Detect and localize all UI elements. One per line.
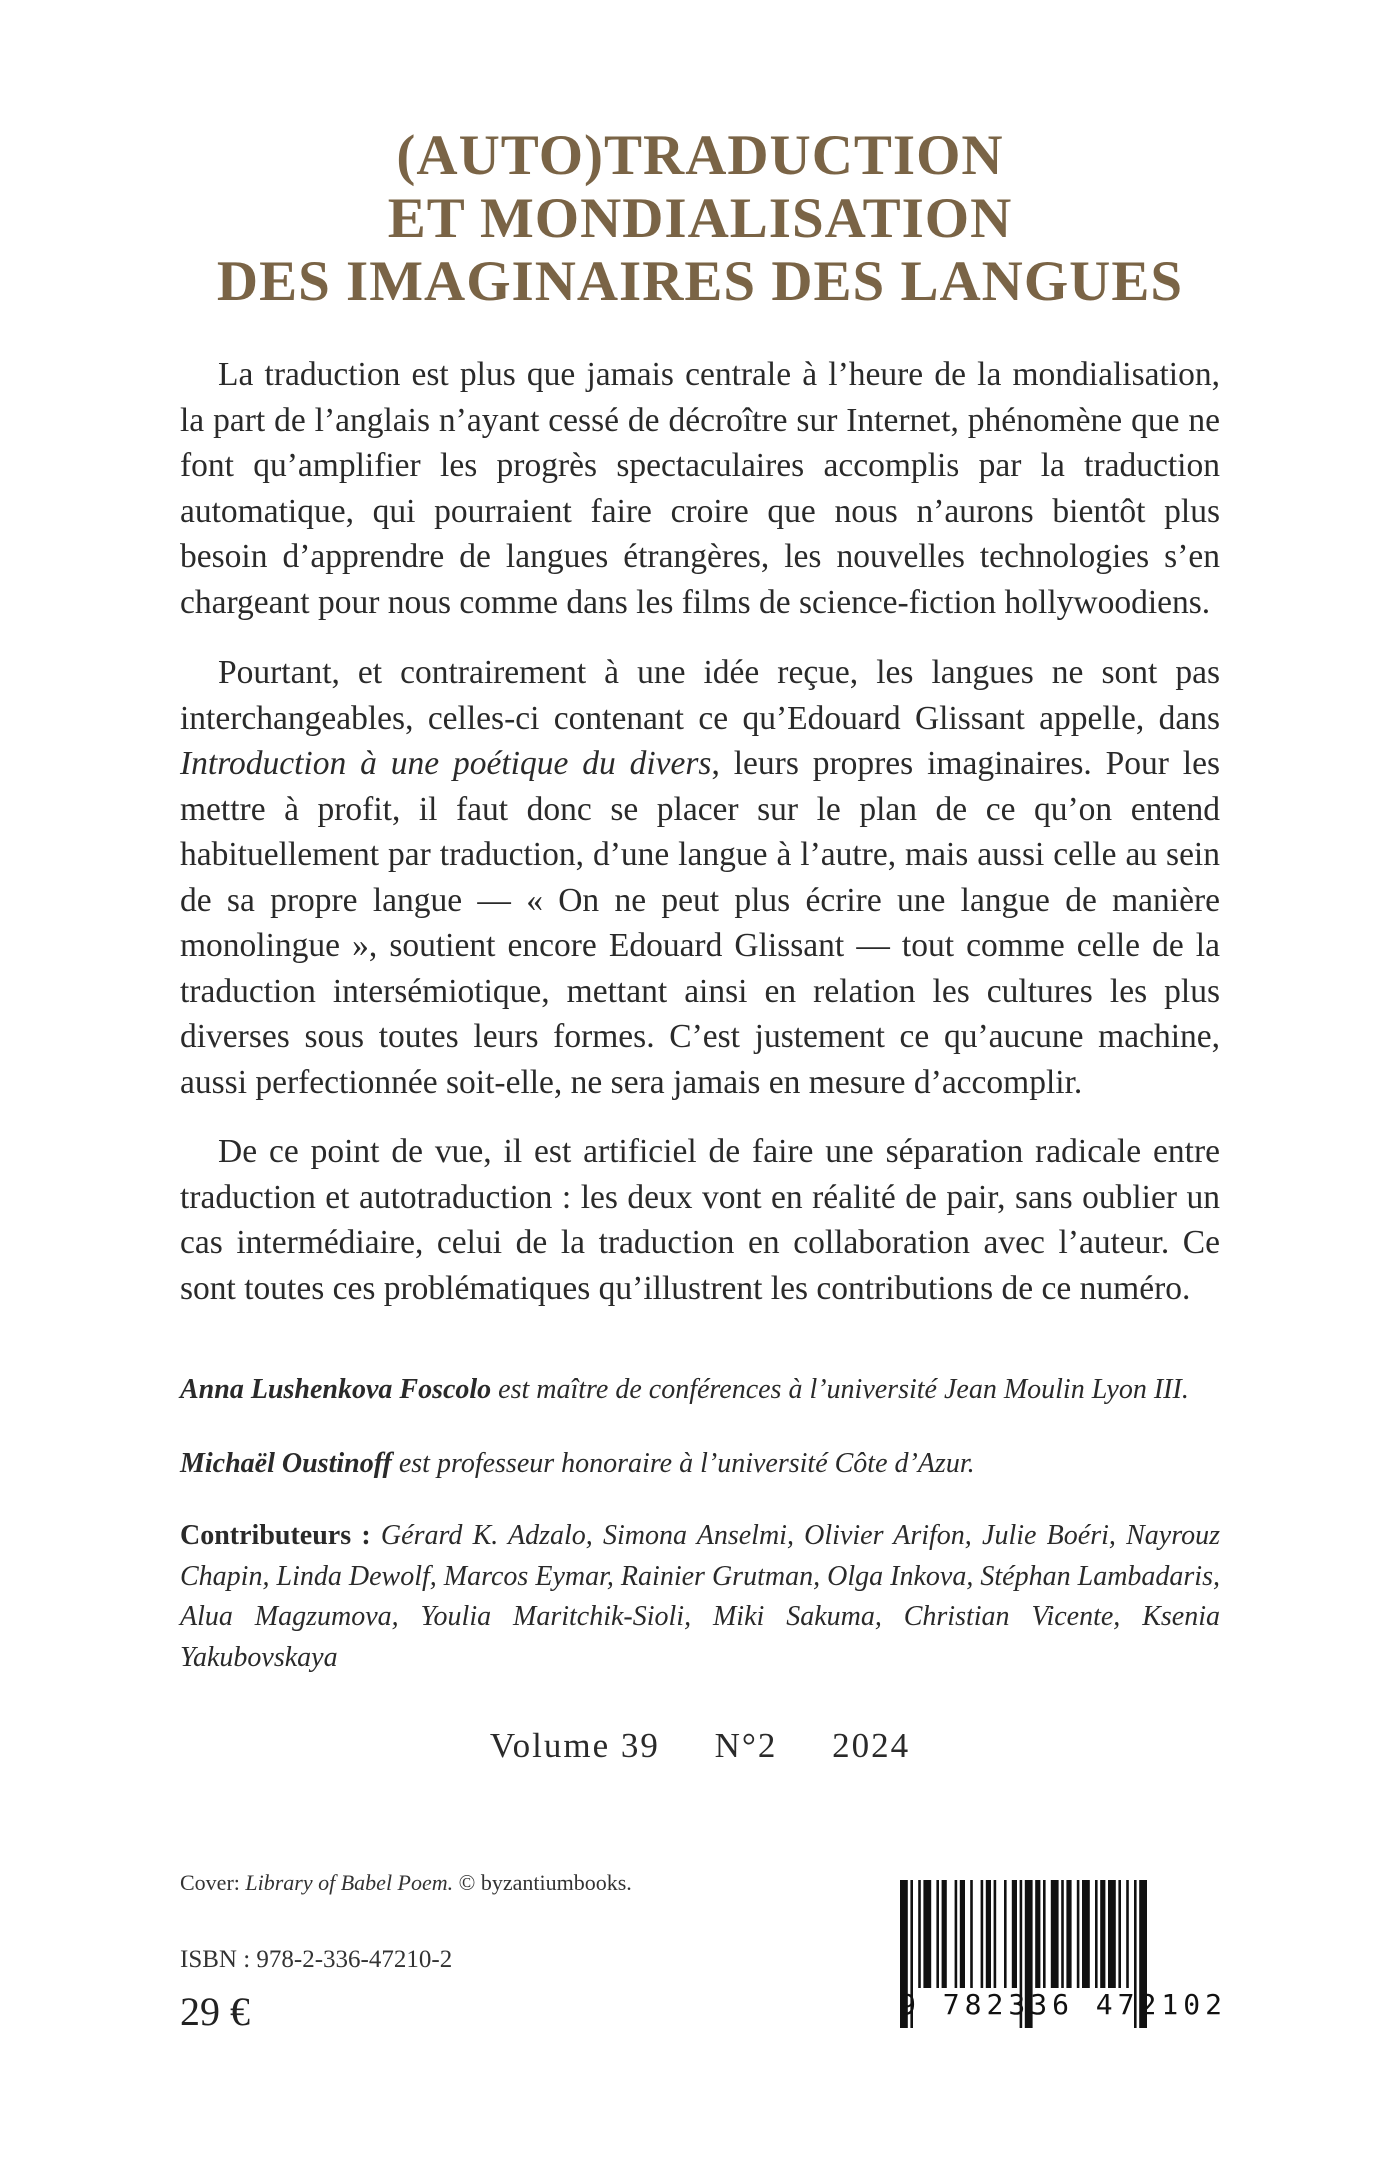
barcode-bar [1108, 1880, 1116, 1988]
barcode-bar [1004, 1880, 1007, 1988]
barcode-bar [923, 1880, 931, 1988]
cover-credit [180, 1870, 632, 1896]
paragraph-1-text: La traduction est plus que jamais centrale à l’heure de la mondialisation, la part de l’anglais n’ayant cessé de décroître sur Internet, phénomène que ne font qu’amplifier les progrès spectaculaires accomplis par la traduction automatique, qui pourraient faire croire que nous n’aurons bientôt plus besoin d’apprendre de langues étrangères, les nouvelles technologies s’en chargeant pour nous comme dans les films de science-fiction hollywoodiens. [180, 356, 1220, 621]
barcode-digits: 9 782336 472102 [899, 1988, 1227, 2021]
barcode-bar [1035, 1880, 1040, 1988]
title-line-1: (AUTO)TRADUCTION [396, 124, 1004, 187]
barcode-bar [1126, 1880, 1129, 1988]
author-bio-1 [180, 1370, 1240, 1410]
paragraph-1 [180, 352, 1220, 625]
cover-credit-suffix: © byzantiumbooks. [453, 1870, 632, 1895]
barcode-bar [1066, 1880, 1071, 1988]
page-title [100, 124, 1300, 313]
paragraph-3-text: De ce point de vue, il est artificiel de faire une séparation radicale entre traduction et autotraduction : les deux vont en réalité de pair, sans oublier un cas intermédiaire, celui de la traduction en collaboration avec l’auteur. Ce sont toutes ces problématiques qu’illustrent les contributions de ce numéro. [180, 1133, 1220, 1307]
barcode-bar [955, 1880, 958, 1988]
book-title-italic: Introduction à une poétique du divers [180, 745, 712, 782]
barcode-bar [1051, 1880, 1059, 1988]
author-role: est maître de conférences à l’université Jean Moulin Lyon III. [491, 1374, 1189, 1405]
barcode-bar [960, 1880, 965, 1988]
barcode-bar [1095, 1880, 1098, 1988]
title-line-2: ET MONDIALISATION [387, 187, 1013, 250]
contributors-list [180, 1516, 1220, 1678]
issue-year: 2024 [832, 1726, 911, 1765]
paragraph-2-text [180, 650, 1220, 1105]
barcode-bar [1077, 1880, 1080, 1988]
issue-info [0, 1726, 1400, 1766]
cover-credit-prefix: Cover: [180, 1870, 246, 1895]
issue-number: N°2 [714, 1726, 778, 1765]
barcode-bar [1043, 1880, 1046, 1988]
barcode-bar [981, 1880, 984, 1988]
title-line-3: DES IMAGINAIRES DES LANGUES [216, 250, 1184, 313]
barcode-bar [918, 1880, 921, 1988]
barcode-bar [1061, 1880, 1064, 1988]
author-name: Michaël Oustinoff [180, 1448, 392, 1479]
barcode-bar [994, 1880, 997, 1988]
barcode-bar [1012, 1880, 1017, 1988]
author-role: est professeur honoraire à l’université Côte d’Azur. [391, 1448, 975, 1479]
cover-credit-work: Library of Babel Poem. [245, 1870, 454, 1895]
isbn: ISBN : 978-2-336-47210-2 [180, 1946, 453, 1973]
barcode-bar [1082, 1880, 1090, 1988]
paragraph-2-part-a: Pourtant, et contrairement à une idée reçue, les langues ne sont pas interchangeables, celles-ci contenant ce qu’Edouard Glissant appelle, dans [180, 654, 1220, 737]
barcode-bar [1118, 1880, 1121, 1988]
issue-volume: Volume 39 [489, 1726, 660, 1765]
barcode-bar [970, 1880, 973, 1988]
author-name: Anna Lushenkova Foscolo [180, 1374, 492, 1405]
contributors-label: Contributeurs : [180, 1520, 371, 1551]
paragraph-2-part-b: , leurs propres imaginaires. Pour les mettre à profit, il faut donc se placer sur le plan de ce qu’on entend habituellement par traduction, d’une langue à l’autre, mais aussi celle au sein de sa propre langue — « On ne peut plus écrire une langue de manière monolingue », soutient encore Edouard Glissant — tout comme celle de la traduction intersémiotique, mettant ainsi en relation les cultures les plus diverses sous toutes leurs formes. C’est justement ce qu’aucune machine, aussi perfectionnée soit-elle, ne sera jamais en mesure d’accomplir. [180, 745, 1220, 1101]
barcode-bar [1100, 1880, 1105, 1988]
barcode-bar [936, 1880, 939, 1988]
paragraph-3 [180, 1129, 1220, 1311]
barcode-bar [986, 1880, 991, 1988]
price: 29 € [180, 1989, 250, 2034]
barcode-bar [942, 1880, 947, 1988]
contributors-names: Gérard K. Adzalo, Simona Anselmi, Olivier Arifon, Julie Boéri, Nayrouz Chapin, Linda Dewolf, Marcos Eymar, Rainier Grutman, Olga Inkova, Stéphan Lambadaris, Alua Magzumova, Youlia Maritchik-Sioli, Miki Sakuma, Christian Vicente, Ksenia Yakubovskaya [180, 1520, 1220, 1673]
paragraph-2 [180, 650, 1220, 1105]
author-bio-2 [180, 1444, 1240, 1484]
